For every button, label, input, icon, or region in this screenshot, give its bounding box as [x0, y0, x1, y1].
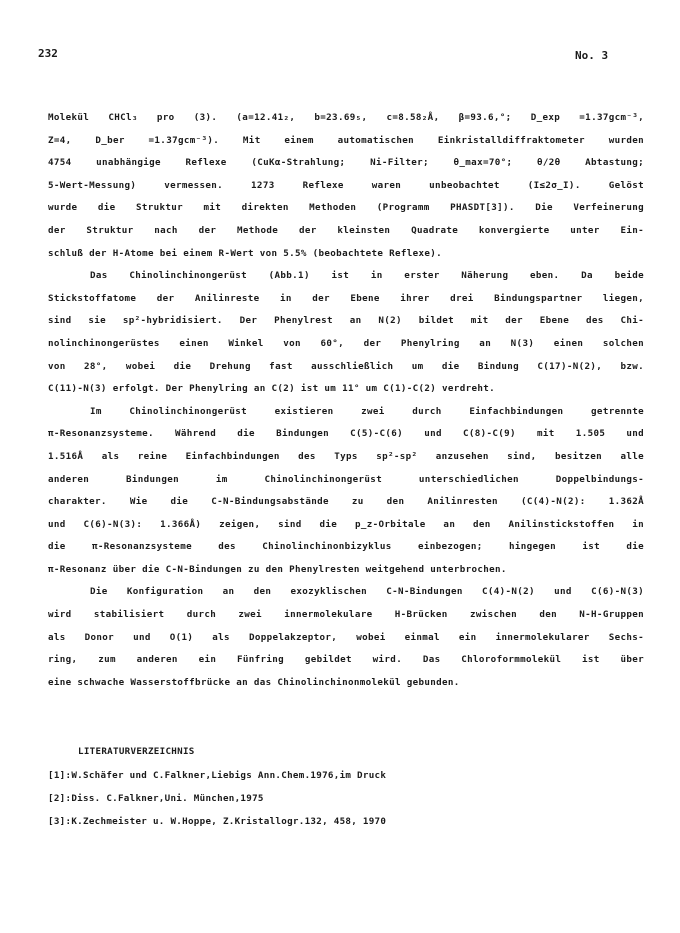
references-heading: LITERATURVERZEICHNIS [78, 746, 195, 757]
reference-item: [3]:K.Zechmeister u. W.Hoppe, Z.Kristallogr.132, 458, 1970 [48, 816, 387, 827]
text-line: 4754 unabhängige Reflexe (CuKα-Strahlung; Ni-Filter; θ_max=70°; θ/2θ Abtastung; [48, 157, 644, 169]
text-line: ring, zum anderen ein Fünfring gebildet wird. Das Chloroformmolekül ist über [48, 654, 644, 666]
text-line: wird stabilisiert durch zwei innermolekulare H-Brücken zwischen den N-H-Gruppen [48, 609, 644, 621]
text-line: nolinchinongerüstes einen Winkel von 60°, der Phenylring an N(3) einen solchen [48, 337, 644, 349]
text-line: π-Resonanz über die C-N-Bindungen zu den Phenylresten weitgehend unterbrochen. [48, 563, 507, 575]
text-line: Z=4, D_ber =1.37gcm⁻³). Mit einem automatischen Einkristalldiffraktometer wurden [48, 134, 644, 146]
page-number: 232 [38, 47, 58, 60]
text-line: 5-Wert-Messung) vermessen. 1273 Reflexe waren unbeobachtet (I≤2σ_I). Gelöst [48, 179, 644, 191]
text-line: als Donor und O(1) als Doppelakzeptor, wobei einmal ein innermolekularer Sechs- [48, 631, 644, 643]
text-line: der Struktur nach der Methode der kleinsten Quadrate konvergierte unter Ein- [48, 224, 644, 236]
text-line: und C(6)-N(3): 1.366Å) zeigen, sind die p_z-Orbitale an den Anilinstickstoffen in [48, 518, 644, 530]
text-line: C(11)-N(3) erfolgt. Der Phenylring an C(2) ist um 11° um C(1)-C(2) verdreht. [48, 383, 495, 395]
text-line: schluß der H-Atome bei einem R-Wert von 5.5% (beobachtete Reflexe). [48, 247, 443, 259]
text-line: von 28°, wobei die Drehung fast ausschließlich um die Bindung C(17)-N(2), bzw. [48, 360, 644, 372]
text-line: Im Chinolinchinongerüst existieren zwei durch Einfachbindungen getrennte [90, 405, 644, 417]
text-line: Das Chinolinchinongerüst (Abb.1) ist in erster Näherung eben. Da beide [90, 270, 644, 282]
text-line: eine schwache Wasserstoffbrücke an das Chinolinchinonmolekül gebunden. [48, 676, 460, 688]
text-line: Die Konfiguration an den exozyklischen C-N-Bindungen C(4)-N(2) und C(6)-N(3) [90, 586, 644, 598]
paragraph-1 [48, 107, 644, 265]
text-line: π-Resonanzsysteme. Während die Bindungen C(5)-C(6) und C(8)-C(9) mit 1.505 und [48, 428, 644, 440]
text-line: Molekül CHCl₃ pro (3). (a=12.41₂, b=23.69₅, c=8.58₂Å, β=93.6,°; D_exp =1.37gcm⁻³, [48, 112, 644, 123]
paragraph-3 [48, 401, 644, 582]
text-line: wurde die Struktur mit direkten Methoden (Programm PHASDT[3]). Die Verfeinerung [48, 202, 644, 214]
text-line: charakter. Wie die C-N-Bindungsabstände zu den Anilinresten (C(4)-N(2): 1.362Å [48, 496, 644, 508]
issue-number: No. 3 [575, 49, 609, 62]
text-line: Stickstoffatome der Anilinreste in der Ebene ihrer drei Bindungspartner liegen, [48, 292, 644, 304]
text-line: anderen Bindungen im Chinolinchinongerüst unterschiedlichen Doppelbindungs- [48, 473, 644, 485]
references-section [48, 740, 644, 833]
paragraph-4 [48, 581, 644, 694]
text-line: sind sie sp²-hybridisiert. Der Phenylrest an N(2) bildet mit der Ebene des Chi- [48, 315, 644, 327]
reference-item: [1]:W.Schäfer und C.Falkner,Liebigs Ann.Chem.1976,im Druck [48, 770, 387, 781]
paragraph-2 [48, 265, 644, 401]
text-line: die π-Resonanzsysteme des Chinolinchinonbizyklus einbezogen; hingegen ist die [48, 541, 644, 553]
text-line: 1.516Å als reine Einfachbindungen des Typs sp²-sp² anzusehen sind, besitzen alle [48, 450, 644, 462]
article-body [48, 107, 644, 694]
reference-item: [2]:Diss. C.Falkner,Uni. München,1975 [48, 793, 264, 804]
